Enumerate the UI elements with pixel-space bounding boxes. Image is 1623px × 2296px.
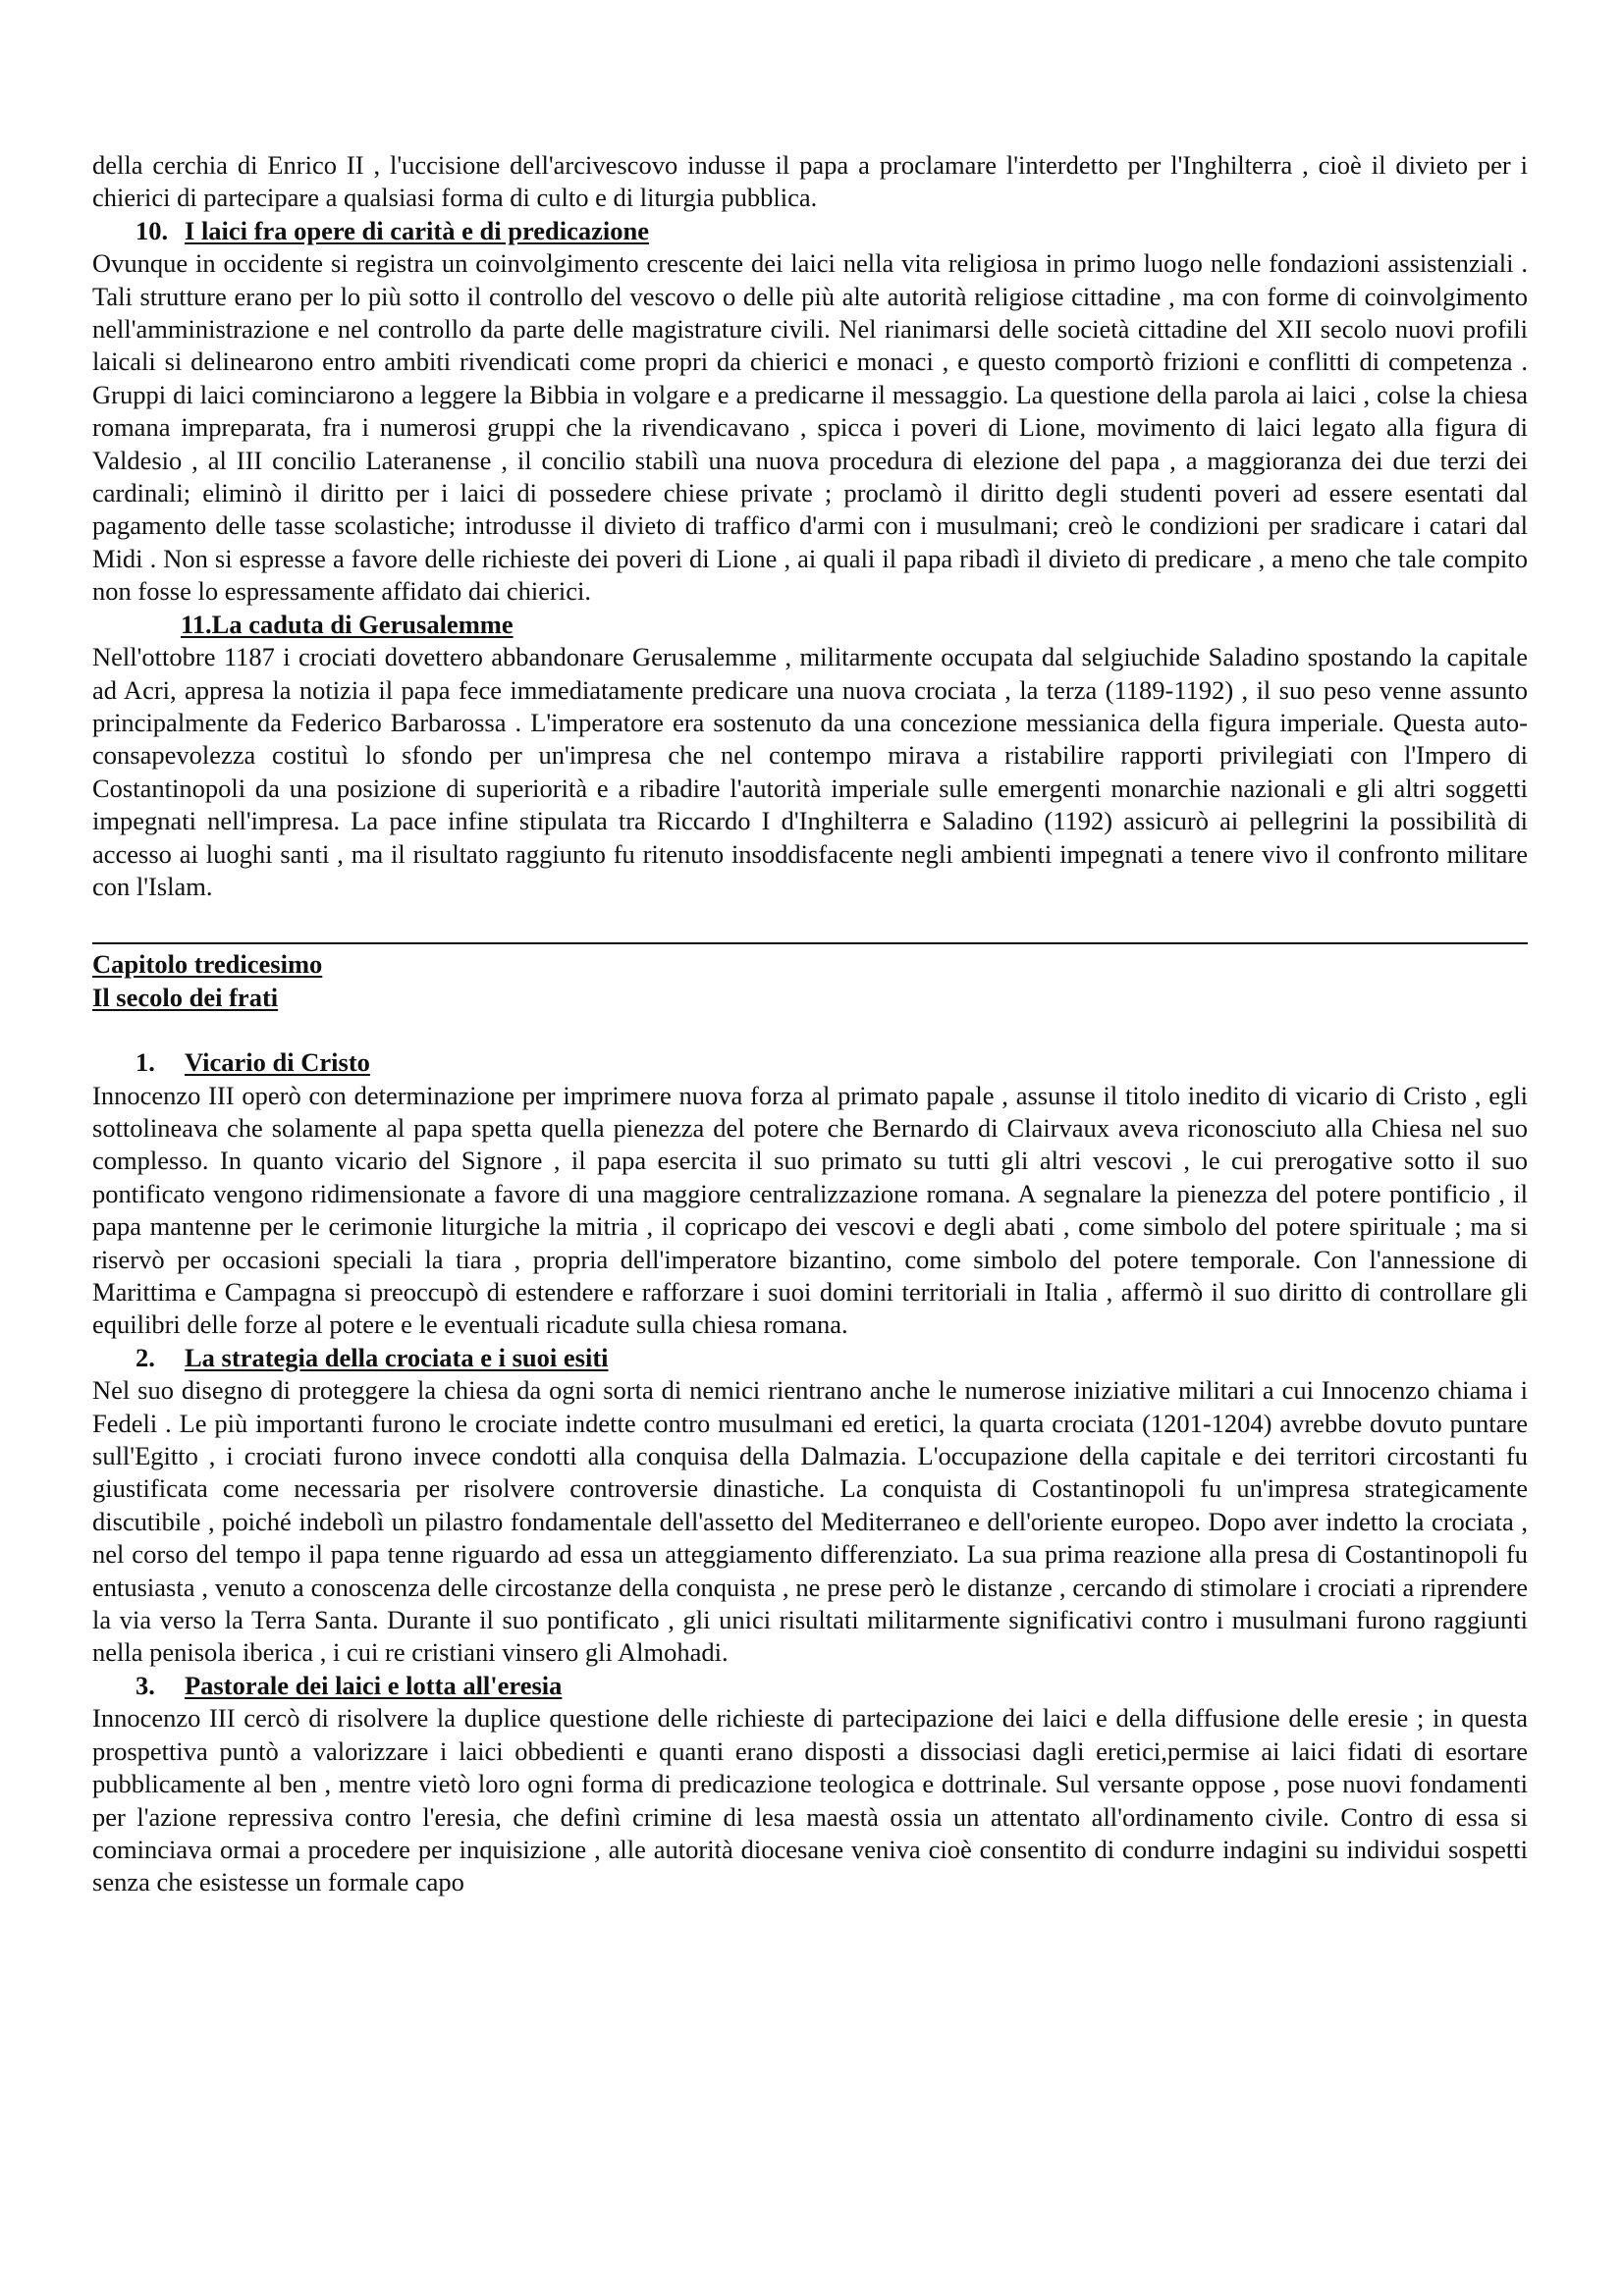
section-number: 2. bbox=[135, 1342, 155, 1372]
chapter-label: Capitolo tredicesimo bbox=[92, 949, 323, 980]
section-title: I laici fra opere di carità e di predicazione bbox=[185, 215, 649, 245]
section-title: La strategia della crociata e i suoi esiti bbox=[185, 1342, 609, 1372]
paragraph-interdetto: della cerchia di Enrico II , l'uccisione dell'arcivescovo indusse il papa a proclamare l'interdetto per l'Inghilterra , cioè il divieto per i chierici di partecipare a qualsiasi forma di culto e di liturgia pubblica. bbox=[92, 150, 1528, 213]
paragraph-vicario: Innocenzo III operò con determinazione per imprimere nuova forza al primato papale , assunse il titolo inedito di vicario di Cristo , egli sottolineava che solamente al papa spetta quella pienezza del potere che Bernardo di Clairvaux aveva riconosciuto alla Chiesa nel suo complesso. In quanto vicario del Signore , il papa esercita il suo primato su tutti gli altri vescovi , le cui prerogative sotto il suo pontificato vengono ridimensionate a favore di una maggiore centralizzazione romana. A segnalare la pienezza del potere pontificio , il papa mantenne per le cerimonie liturgiche la mitria , il copricapo dei vescovi e degli abati , come simbolo del potere spirituale ; ma si riservò per occasioni speciali la tiara , propria dell'imperatore bizantino, come simbolo del potere temporale. Con l'annessione di Marittima e Campagna si preoccupò di estendere e rafforzare i suoi domini territoriali in Italia , affermò il suo diritto di controllare gli equilibri delle forze al potere e le eventuali ricadute sulla chiesa romana. bbox=[92, 1080, 1528, 1340]
spacer bbox=[92, 1014, 1528, 1046]
section-title: 11.La caduta di Gerusalemme bbox=[181, 609, 514, 639]
section-number: 1. bbox=[135, 1047, 155, 1078]
chapter-title: Il secolo dei frati bbox=[92, 982, 279, 1012]
section-number: 3. bbox=[135, 1670, 155, 1700]
section-heading-3 bbox=[92, 1670, 1528, 1702]
chapter-divider bbox=[92, 942, 1528, 944]
paragraph-gerusalemme: Nell'ottobre 1187 i crociati dovettero abbandonare Gerusalemme , militarmente occupata dal selgiuchide Saladino spostando la capitale ad Acri, appresa la notizia il papa fece immediatamente predicare una nuova crociata , la terza (1189-1192) , il suo peso venne assunto principalmente da Federico Barbarossa . L'imperatore era sostenuto da una concezione messianica della figura imperiale. Questa auto-consapevolezza costituì lo sfondo per un'impresa che nel contempo mirava a ristabilire rapporti privilegiati con l'Impero di Costantinopoli da una posizione di superiorità e a ribadire l'autorità imperiale sulle emergenti monarchie nazionali e gli altri soggetti impegnati nell'impresa. La pace infine stipulata tra Riccardo I d'Inghilterra e Saladino (1192) assicurò ai pellegrini la possibilità di accesso ai luoghi santi , ma il risultato raggiunto fu ritenuto insoddisfacente negli ambienti impegnati a tenere vivo il confronto militare con l'Islam. bbox=[92, 642, 1528, 901]
paragraph-laici: Ovunque in occidente si registra un coinvolgimento crescente dei laici nella vita religiosa in primo luogo nelle fondazioni assistenziali . Tali strutture erano per lo più sotto il controllo del vescovo o delle più alte autorità religiose cittadine , ma con forme di coinvolgimento nell'amministrazione e nel controllo da parte delle magistrature civili. Nel rianimarsi delle società cittadine del XII secolo nuovi profili laicali si delinearono entro ambiti rivendicati come propri da chierici e monaci , e questo comportò frizioni e conflitti di competenza . Gruppi di laici cominciarono a leggere la Bibbia in volgare e a predicarne il messaggio. La questione della parola ai laici , colse la chiesa romana impreparata, fra i numerosi gruppi che la rivendicavano , spicca i poveri di Lione, movimento di laici legato alla figura di Valdesio , al III concilio Lateranense , il concilio stabilì una nuova procedura di elezione del papa , a maggioranza dei due terzi dei cardinali; eliminò il diritto per i laici di possedere chiese private ; proclamò il diritto degli studenti poveri ad essere esentati dal pagamento delle tasse scolastiche; introdusse il divieto di traffico d'armi con i musulmani; creò le condizioni per sradicare i catari dal Midi . Non si espresse a favore delle richieste dei poveri di Lione , ai quali il papa ribadì il divieto di predicare , a meno che tale compito non fosse lo espressamente affidato dai chierici. bbox=[92, 248, 1528, 607]
paragraph-eresia: Innocenzo III cercò di risolvere la duplice questione delle richieste di partecipazione dei laici e della diffusione delle eresie ; in questa prospettiva puntò a valorizzare i laici obbedienti e quanti erano disposti a dissociasi dagli eretici,permise ai laici fidati di esortare pubblicamente al ben , mentre vietò loro ogni forma di predicazione teologica e dottrinale. Sul versante oppose , pose nuovi fondamenti per l'azione repressiva contro l'eresia, che definì crimine di lesa maestà ossia un attentato all'ordinamento civile. Contro di essa si cominciava ormai a procedere per inquisizione , alle autorità diocesane veniva cioè consentito di condurre indagini su individui sospetti senza che esistesse un formale capo bbox=[92, 1703, 1528, 1897]
section-heading-11 bbox=[92, 609, 1528, 641]
section-title: Pastorale dei laici e lotta all'eresia bbox=[185, 1670, 563, 1700]
section-heading-2 bbox=[92, 1342, 1528, 1374]
section-heading-1 bbox=[92, 1046, 1528, 1079]
paragraph-crociata: Nel suo disegno di proteggere la chiesa da ogni sorta di nemici rientrano anche le numerose iniziative militari a cui Innocenzo chiama i Fedeli . Le più importanti furono le crociate indette contro musulmani ed eretici, la quarta crociata (1201-1204) avrebbe dovuto puntare sull'Egitto , i crociati furono invece condotti alla conquisa della Dalmazia. L'occupazione della capitale e dei territori circostanti fu giustificata come necessaria per risolvere controversie dinastiche. La conquista di Costantinopoli fu un'impresa strategicamente discutibile , poiché indebolì un pilastro fondamentale dell'assetto del Mediterraneo e dell'oriente europeo. Dopo aver indetto la crociata , nel corso del tempo il papa tenne riguardo ad essa un atteggiamento differenziato. La sua prima reazione alla presa di Costantinopoli fu entusiasta , venuto a conoscenza delle circostanze della conquista , ne prese però le distanze , cercando di stimolare i crociati a riprendere la via verso la Terra Santa. Durante il suo pontificato , gli unici risultati militarmente significativi contro i musulmani furono raggiunti nella penisola iberica , i cui re cristiani vinsero gli Almohadi. bbox=[92, 1375, 1528, 1668]
section-title: Vicario di Cristo bbox=[185, 1047, 370, 1078]
document-page bbox=[92, 149, 1528, 1899]
section-number: 10. bbox=[135, 215, 169, 245]
spacer bbox=[92, 903, 1528, 942]
section-heading-10 bbox=[92, 215, 1528, 247]
